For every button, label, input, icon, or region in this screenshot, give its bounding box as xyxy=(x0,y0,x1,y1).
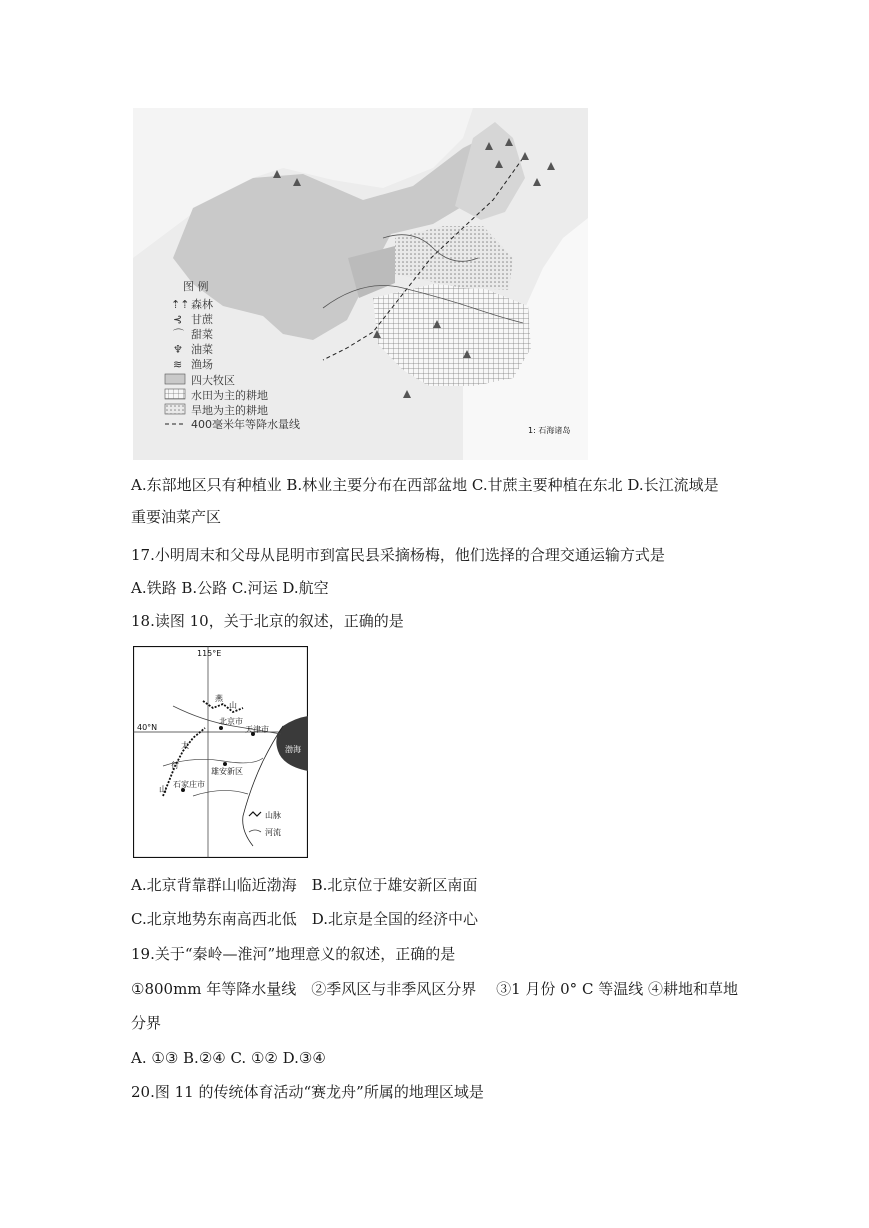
q19-stem: 19.关于“秦岭—淮河”地理意义的叙述，正确的是 xyxy=(131,945,456,963)
svg-text:森林: 森林 xyxy=(191,298,213,311)
svg-text:山: 山 xyxy=(159,785,167,794)
svg-text:⌒: ⌒ xyxy=(173,328,184,341)
svg-text:⇡⇡: ⇡⇡ xyxy=(171,298,190,311)
svg-text:甜菜: 甜菜 xyxy=(191,328,213,341)
svg-text:渤海: 渤海 xyxy=(285,745,301,754)
shijiazhuang-label: 石家庄市 xyxy=(173,780,205,789)
q17-stem: 17.小明周末和父母从昆明市到富民县采摘杨梅，他们选择的合理交通运输方式是 xyxy=(131,546,665,564)
longitude-label: 115°E xyxy=(197,649,222,658)
svg-text:油菜: 油菜 xyxy=(191,343,213,356)
q18-options-line1: A.北京背靠群山临近渤海 B.北京位于雄安新区南面 xyxy=(131,876,478,894)
svg-text:行: 行 xyxy=(171,761,179,770)
svg-text:水田为主的耕地: 水田为主的耕地 xyxy=(191,389,268,402)
q16-options-line2: 重要油菜产区 xyxy=(131,508,222,526)
svg-text:图 例: 图 例 xyxy=(183,280,209,293)
q16-options-line1: A.东部地区只有种植业 B.林业主要分布在西部盆地 C.甘蔗主要种植在东北 D.长江流域是 xyxy=(131,476,719,494)
svg-text:四大牧区: 四大牧区 xyxy=(191,374,235,387)
xiongan-label: 雄安新区 xyxy=(211,767,243,776)
svg-text:♆: ♆ xyxy=(173,343,183,356)
svg-text:燕: 燕 xyxy=(215,694,223,703)
tianjin-label: 天津市 xyxy=(245,725,269,734)
q19-items-line2: 分界 xyxy=(131,1014,162,1032)
svg-text:旱地为主的耕地: 旱地为主的耕地 xyxy=(191,404,268,417)
svg-text:≋: ≋ xyxy=(173,358,183,371)
q19-items-line1: ①800mm 年等降水量线 ②季风区与非季风区分界 ③1 月份 0° C 等温线 ④耕地和草地 xyxy=(131,980,738,998)
svg-text:山脉: 山脉 xyxy=(265,811,281,820)
beijing-label: 北京市 xyxy=(219,717,243,726)
q19-options: A. ①③ B.②④ C. ①② D.③④ xyxy=(131,1049,326,1067)
svg-text:太: 太 xyxy=(181,741,189,750)
china-agriculture-map xyxy=(133,108,588,460)
q20-stem: 20.图 11 的传统体育活动“赛龙舟”所属的地理区域是 xyxy=(131,1083,484,1101)
beijing-region-map xyxy=(133,646,308,858)
map1-inset-note: 1: 石海诸岛 xyxy=(528,426,571,435)
svg-text:山: 山 xyxy=(229,701,237,710)
q18-stem: 18.读图 10，关于北京的叙述，正确的是 xyxy=(131,612,404,630)
svg-text:渔场: 渔场 xyxy=(191,358,213,371)
q17-options: A.铁路 B.公路 C.河运 D.航空 xyxy=(131,579,329,597)
latitude-label: 40°N xyxy=(137,723,158,732)
svg-text:400毫米年等降水量线: 400毫米年等降水量线 xyxy=(191,418,300,431)
svg-text:甘蔗: 甘蔗 xyxy=(191,313,213,326)
q18-options-line2: C.北京地势东南高西北低 D.北京是全国的经济中心 xyxy=(131,910,478,928)
svg-text:⊰: ⊰ xyxy=(173,313,183,326)
svg-text:河流: 河流 xyxy=(265,828,281,837)
